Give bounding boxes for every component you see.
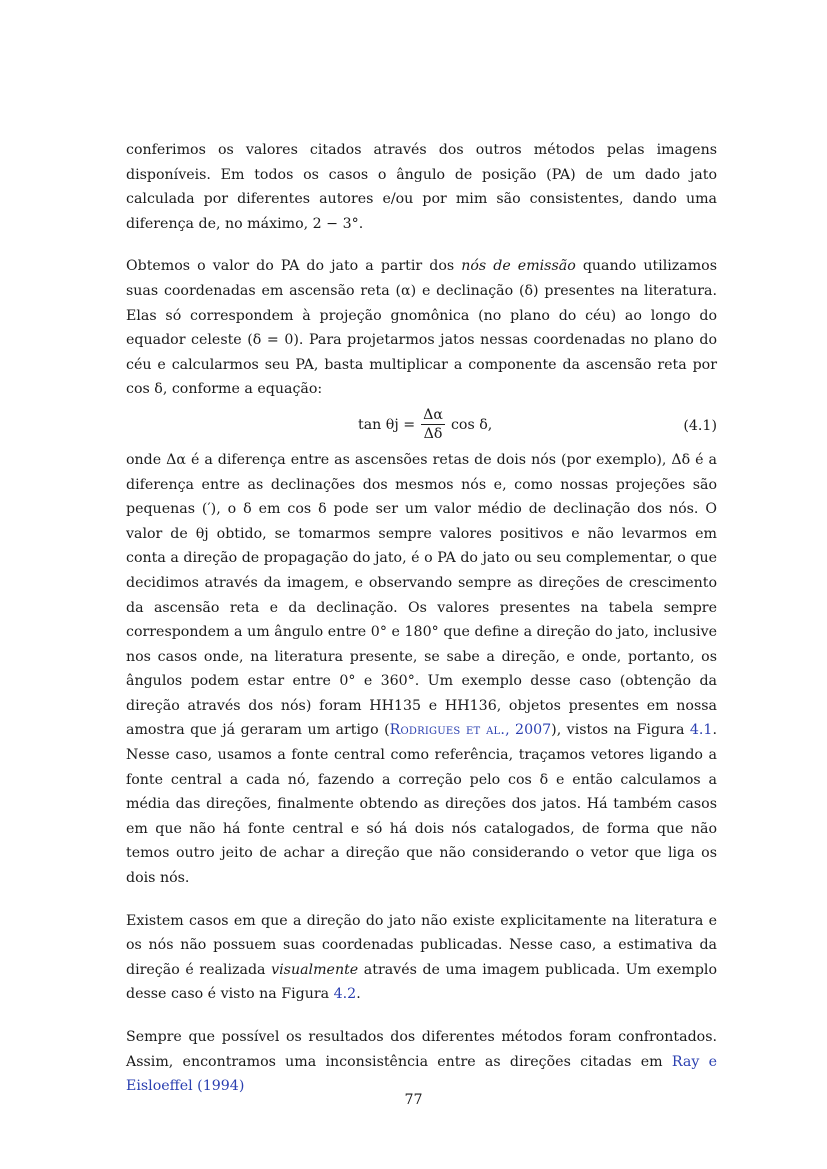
citation-year-link[interactable]: 2007: [515, 722, 552, 739]
paragraph-3-text-a: onde Δα é a diferença entre as ascensões retas de dois nós (por exemplo), Δδ é a diferença entre as declinações dos mesmos nós e, como nossas projeções são pequenas (′), o δ em cos δ pode ser um valor médio de declinação dos nós. O valor de θj obtido, se tomarmos sempre valores positivos e não levarmos em conta a direção de propagação do jato, é o PA do jato ou seu complementar, o que decidimos através da imagem, e observando sempre as direções de crescimento da ascensão reta e da declinação. Os valores presentes na tabela sempre correspondem a um ângulo entre 0° e 180° que define a direção do jato, inclusive nos casos onde, na literatura presente, se sabe a direção, e onde, portanto, os ângulos podem estar entre 0° e 360°. Um exemplo desse caso (obtenção da direção através dos nós) foram HH135 e HH136, objetos presentes em nossa amostra que já geraram um artigo (: [126, 451, 717, 739]
equation-4-1: [126, 402, 717, 448]
equation-lhs: tan θj =: [358, 416, 416, 433]
paragraph-1: [126, 138, 717, 236]
paragraph-2-text-b: quando utilizamos suas coordenadas em ascensão reta (α) e declinação (δ) presentes na literatura. Elas só correspondem à projeção gnomônica (no plano do céu) ao longo do equador celeste (δ = 0). Para projetarmos jatos nessas coordenadas no plano do céu e calcularmos seu PA, basta multiplicar a componente da ascensão reta por cos δ, conforme a equação:: [126, 258, 717, 398]
equation-numerator: Δα: [423, 407, 443, 424]
paragraph-4-text-c: .: [356, 986, 361, 1003]
paragraph-2-text-a: Obtemos o valor do PA do jato a partir dos: [126, 258, 462, 275]
paragraph-4-text-a: Existem casos em que a direção do jato não existe explicitamente na literatura e os nós não possuem suas coordenadas publicadas. Nesse caso, a estimativa da direção é realizada: [126, 912, 717, 978]
paragraph-2: [126, 254, 717, 402]
paragraph-2-emphasis: nós de emissão: [461, 258, 576, 275]
equation-denominator: Δδ: [423, 426, 443, 443]
equation-rhs: cos δ,: [450, 416, 493, 433]
equation-number: (4.1): [683, 417, 717, 434]
page-body: [126, 138, 717, 1117]
paragraph-3: [126, 448, 717, 891]
paragraph-4-text-b: através de uma imagem publicada. Um exemplo desse caso é visto na Figura: [126, 961, 718, 1003]
figure-4-1-link[interactable]: 4.1: [689, 722, 713, 739]
paragraph-1-text: conferimos os valores citados através dos outros métodos pelas imagens disponíveis. Em todos os casos o ângulo de posição (PA) de um dado jato calculada por diferentes autores e/ou por mim são consistentes, dando uma diferença de, no máximo, 2 − 3°.: [126, 142, 717, 232]
paragraph-4: [126, 909, 717, 1007]
paragraph-5: [126, 1025, 717, 1099]
citation-ray-eisloeffel-link[interactable]: Ray e Eisloeffel (1994): [126, 1053, 718, 1095]
equation-fraction: [421, 406, 445, 443]
citation-separator: ,: [505, 722, 516, 739]
paragraph-3-text-c: . Nesse caso, usamos a fonte central como referência, traçamos vetores ligando a fonte central a cada nó, fazendo a correção pelo cos δ e então calculamos a média das direções, finalmente obtendo as direções dos jatos. Há também casos em que não há fonte central e só há dois nós catalogados, de forma que não temos outro jeito de achar a direção que não considerando o vetor que liga os dois nós.: [126, 722, 717, 887]
paragraph-4-emphasis: visualmente: [271, 961, 359, 978]
figure-4-2-link[interactable]: 4.2: [333, 986, 357, 1003]
page-number: 77: [404, 1092, 423, 1108]
citation-author-link[interactable]: Rodrigues et al.: [389, 722, 506, 739]
paragraph-3-text-b: ), vistos na Figura: [551, 722, 690, 739]
paragraph-5-text-a: Sempre que possível os resultados dos diferentes métodos foram confrontados. Assim, encontramos uma inconsistência entre as direções citadas em: [126, 1029, 717, 1070]
